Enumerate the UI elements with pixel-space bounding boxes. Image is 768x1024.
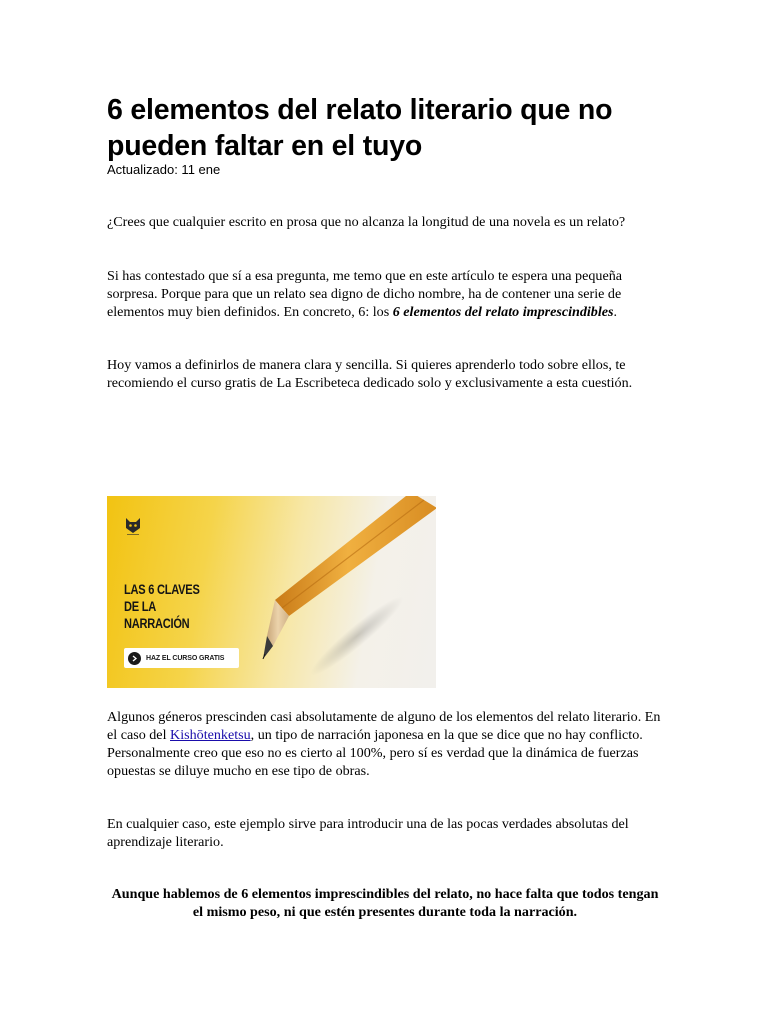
paragraph-surprise-text: Si has contestado que sí a esa pregunta, me temo que en este artículo te espera una pequeña sorpresa. Porque para que un relato sea digno de dicho nombre, ha de contener una serie de elementos muy bien definidos. En concreto, 6: los: [107, 268, 623, 320]
kishotenketsu-link[interactable]: Kishōtenketsu: [170, 727, 251, 743]
paragraph-surprise-end: .: [613, 304, 618, 320]
paragraph-intro-question: ¿Crees que cualquier escrito en prosa que no alcanza la longitud de una novela es un relato?: [107, 214, 626, 230]
arrow-right-icon: [128, 652, 141, 665]
banner-heading: [124, 581, 222, 632]
paragraph-genres-start: Algunos géneros prescinden casi absolutamente de alguno de los elementos del relato literario. En el caso del: [107, 709, 661, 743]
banner-heading-line: NARRACIÓN: [124, 616, 190, 631]
free-course-button[interactable]: [124, 648, 239, 668]
paragraph-course: Hoy vamos a definirlos de manera clara y sencilla. Si quieres aprenderlo todo sobre ellos, te recomiendo el curso gratis de La Escribeteca dedicado solo y exclusivamente a esta cuestión.: [107, 357, 633, 391]
cat-head-icon: [123, 514, 143, 536]
paragraph-genres: [107, 708, 663, 780]
paragraph-example: En cualquier caso, este ejemplo sirve para introducir una de las pocas verdades absolutas del aprendizaje literario.: [107, 816, 629, 850]
paragraph-surprise-emphasis: 6 elementos del relato imprescindibles: [392, 304, 614, 320]
paragraph-highlight: Aunque hablemos de 6 elementos imprescindibles del relato, no hace falta que todos tengan el mismo peso, ni que estén presentes durante toda la narración.: [111, 886, 659, 920]
banner-heading-line: DE LA: [124, 599, 156, 614]
banner-heading-line: LAS 6 CLAVES: [124, 582, 200, 597]
free-course-button-label: HAZ EL CURSO GRATIS: [146, 654, 225, 662]
paragraph-genres-end: , un tipo de narración japonesa en la que se dice que no hay conflicto. Personalmente creo que eso no es cierto al 100%, pero sí es verdad que la dinámica de fuerzas opuestas se diluye mucho en ese tipo de obras.: [107, 727, 643, 779]
updated-date: Actualizado: 11 ene: [107, 162, 221, 177]
article-title: 6 elementos del relato literario que no pueden faltar en el tuyo: [107, 94, 613, 162]
paragraph-surprise: [107, 267, 663, 321]
course-banner-image[interactable]: [107, 496, 436, 688]
